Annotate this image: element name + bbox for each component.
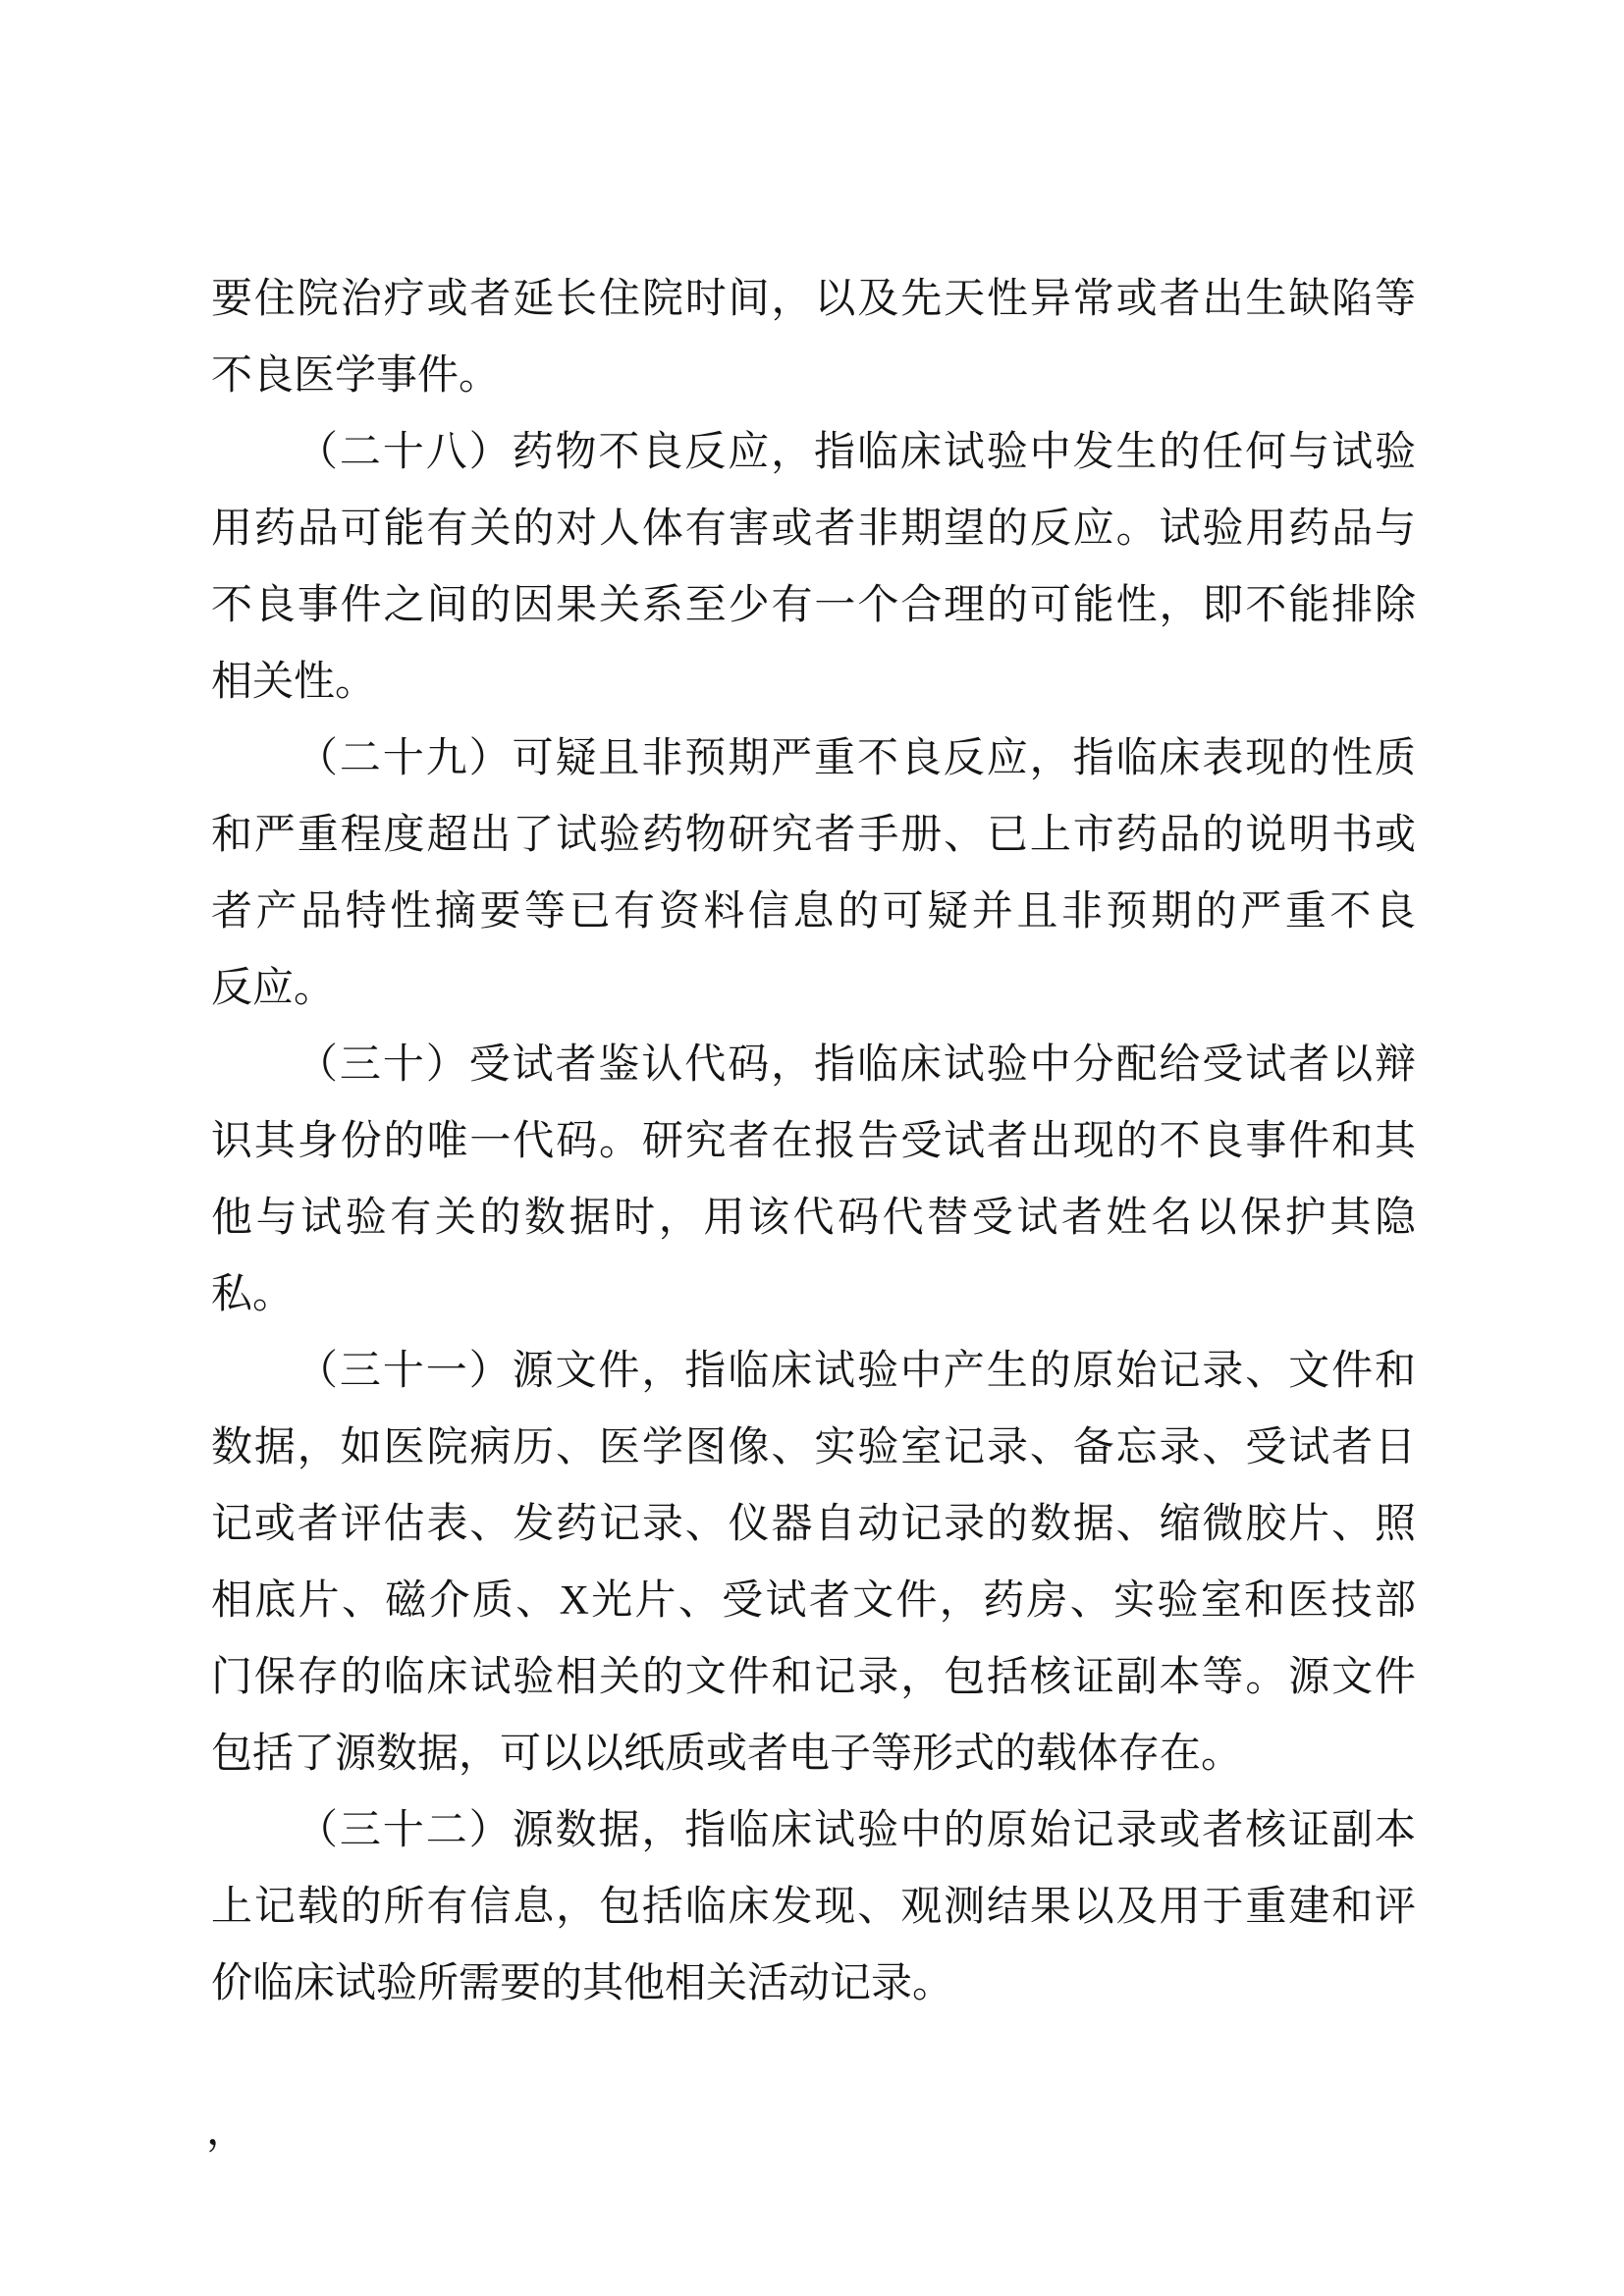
text-line: 相底片、磁介质、X光片、受试者文件，药房、实验室和医技部 xyxy=(211,1578,1416,1624)
text-line: （三十）受试者鉴认代码，指临床试验中分配给受试者以辩 xyxy=(297,1042,1416,1088)
text-line: 上记载的所有信息，包括临床发现、观测结果以及用于重建和评 xyxy=(211,1885,1416,1930)
text-line: 门保存的临床试验相关的文件和记录，包括核证副本等。源文件 xyxy=(211,1655,1416,1700)
text-line: （三十二）源数据，指临床试验中的原始记录或者核证副本 xyxy=(297,1808,1416,1853)
text-line: 反应。 xyxy=(211,966,336,1011)
text-line: 不良事件之间的因果关系至少有一个合理的可能性，即不能排除 xyxy=(211,583,1416,628)
text-line: 和严重程度超出了试验药物研究者手册、已上市药品的说明书或 xyxy=(211,813,1416,858)
text-line: 包括了源数据，可以以纸质或者电子等形式的载体存在。 xyxy=(211,1732,1243,1777)
text-line: 用药品可能有关的对人体有害或者非期望的反应。试验用药品与 xyxy=(211,507,1416,552)
text-line: 他与试验有关的数据时，用该代码代替受试者姓名以保护其隐 xyxy=(211,1196,1416,1241)
text-line: 数据，如医院病历、医学图像、实验室记录、备忘录、受试者日 xyxy=(211,1425,1416,1470)
text-line: 价临床试验所需要的其他相关活动记录。 xyxy=(211,1961,954,2006)
text-line: 识其身份的唯一代码。研究者在报告受试者出现的不良事件和其 xyxy=(211,1119,1416,1164)
text-line: 相关性。 xyxy=(211,660,377,705)
text-line: 记或者评估表、发药记录、仪器自动记录的数据、缩微胶片、照 xyxy=(211,1502,1416,1547)
document-body xyxy=(211,261,1416,2022)
text-line: 私。 xyxy=(211,1272,295,1317)
text-line: 不良医学事件。 xyxy=(211,353,501,399)
text-line: 要住院治疗或者延长住院时间，以及先天性异常或者出生缺陷等 xyxy=(211,277,1416,322)
text-line: 者产品特性摘要等已有资料信息的可疑并且非预期的严重不良 xyxy=(211,889,1416,934)
text-line: （二十九）可疑且非预期严重不良反应，指临床表现的性质 xyxy=(297,736,1416,781)
text-line: （三十一）源文件，指临床试验中产生的原始记录、文件和 xyxy=(297,1349,1416,1394)
text-line: （二十八）药物不良反应，指临床试验中发生的任何与试验 xyxy=(297,430,1416,475)
stray-comma-mark: ， xyxy=(206,2109,248,2154)
